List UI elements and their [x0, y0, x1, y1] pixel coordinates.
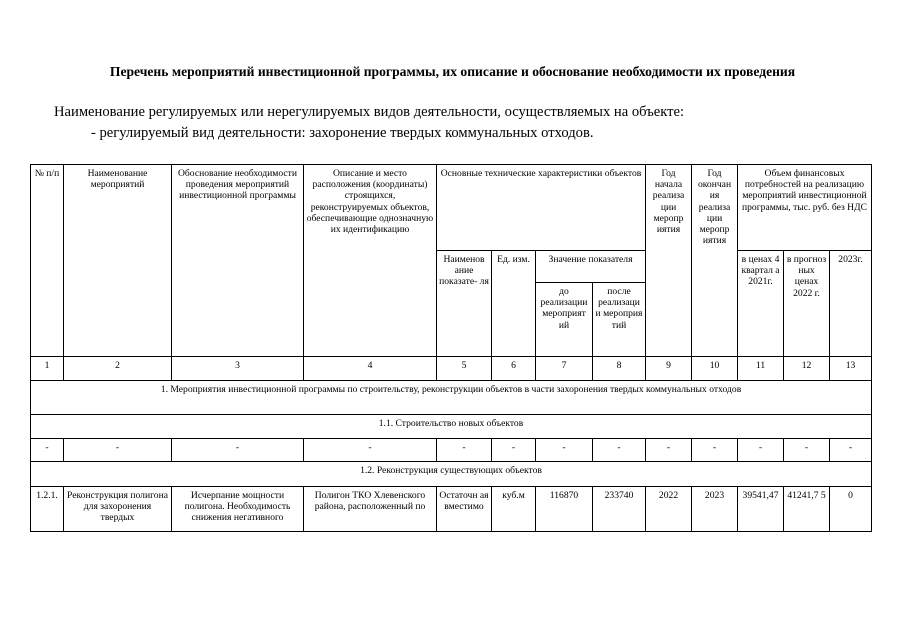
section-1: 1. Мероприятия инвестиционной программы по строительству, реконструкции объектов в части захоронения твердых коммунальных отходов: [31, 381, 872, 415]
header-before: до реализации мероприят ий: [536, 283, 593, 357]
row-fin-2023: 0: [830, 487, 872, 532]
header-unit: Ед. изм.: [492, 251, 536, 357]
col-number: 9: [646, 357, 692, 381]
row-year-start: 2022: [646, 487, 692, 532]
header-fin-2023: 2023г.: [830, 251, 872, 357]
dash-cell: -: [31, 439, 64, 462]
section-1-1: 1.1. Строительство новых объектов: [31, 415, 872, 439]
col-number: 6: [492, 357, 536, 381]
row-justification: Исчерпание мощности полигона. Необходимость снижения негативного: [172, 487, 304, 532]
col-number: 12: [784, 357, 830, 381]
col-number: 4: [304, 357, 437, 381]
col-number: 7: [536, 357, 593, 381]
header-fin-forecast: в прогноз ных ценах 2022 г.: [784, 251, 830, 357]
row-fin-forecast: 41241,7 5: [784, 487, 830, 532]
col-number: 13: [830, 357, 872, 381]
dash-cell: -: [64, 439, 172, 462]
table-row: [31, 439, 872, 462]
col-number: 8: [593, 357, 646, 381]
row-after: 233740: [593, 487, 646, 532]
dash-cell: -: [536, 439, 593, 462]
dash-cell: -: [830, 439, 872, 462]
investment-table: [30, 164, 872, 532]
dash-cell: -: [738, 439, 784, 462]
header-after: после реализаци и мероприя тий: [593, 283, 646, 357]
header-value: Значение показателя: [536, 251, 646, 283]
dash-cell: -: [437, 439, 492, 462]
activity-type: - регулируемый вид деятельности: захоронение твердых коммунальных отходов.: [91, 125, 594, 141]
dash-cell: -: [692, 439, 738, 462]
row-fin-prices: 39541,47: [738, 487, 784, 532]
page-title: Перечень мероприятий инвестиционной программы, их описание и обоснование необходимости их проведения: [109, 64, 796, 79]
dash-cell: -: [492, 439, 536, 462]
dash-cell: -: [784, 439, 830, 462]
table-row: [31, 487, 872, 532]
header-finance: Объем финансовых потребностей на реализацию мероприятий инвестиционной программы, тыс. руб. без НДС: [738, 165, 872, 251]
col-number: 11: [738, 357, 784, 381]
header-tech-name: Наименов ание показате- ля: [437, 251, 492, 357]
col-number: 2: [64, 357, 172, 381]
header-description: Описание и место расположения (координаты) строящихся, реконструируемых объектов, обеспечивающие однозначную их идентификацию: [304, 165, 437, 357]
header-year-end: Год окончан ия реализа ции меропр иятия: [692, 165, 738, 357]
header-fin-prices: в ценах 4 квартал а 2021г.: [738, 251, 784, 357]
col-number: 1: [31, 357, 64, 381]
col-number: 10: [692, 357, 738, 381]
activity-intro: Наименование регулируемых или нерегулируемых видов деятельности, осуществляемых на объекте:: [54, 104, 685, 120]
row-description: Полигон ТКО Хлевенского района, расположенный по: [304, 487, 437, 532]
dash-cell: -: [646, 439, 692, 462]
dash-cell: -: [593, 439, 646, 462]
row-before: 116870: [536, 487, 593, 532]
row-year-end: 2023: [692, 487, 738, 532]
dash-cell: -: [304, 439, 437, 462]
section-1-2: 1.2. Реконструкция существующих объектов: [31, 462, 872, 487]
header-num: № п/п: [31, 165, 64, 357]
row-unit: куб.м: [492, 487, 536, 532]
row-num: 1.2.1.: [31, 487, 64, 532]
col-number: 5: [437, 357, 492, 381]
row-indicator: Остаточн ая вместимо: [437, 487, 492, 532]
header-name: Наименование мероприятий: [64, 165, 172, 357]
header-year-start: Год начала реализа ции меропр иятия: [646, 165, 692, 357]
header-justification: Обоснование необходимости проведения мероприятий инвестиционной программы: [172, 165, 304, 357]
dash-cell: -: [172, 439, 304, 462]
column-number-row: [31, 357, 872, 381]
col-number: 3: [172, 357, 304, 381]
row-name: Реконструкция полигона для захоронения твердых: [64, 487, 172, 532]
header-tech: Основные технические характеристики объектов: [437, 165, 646, 251]
